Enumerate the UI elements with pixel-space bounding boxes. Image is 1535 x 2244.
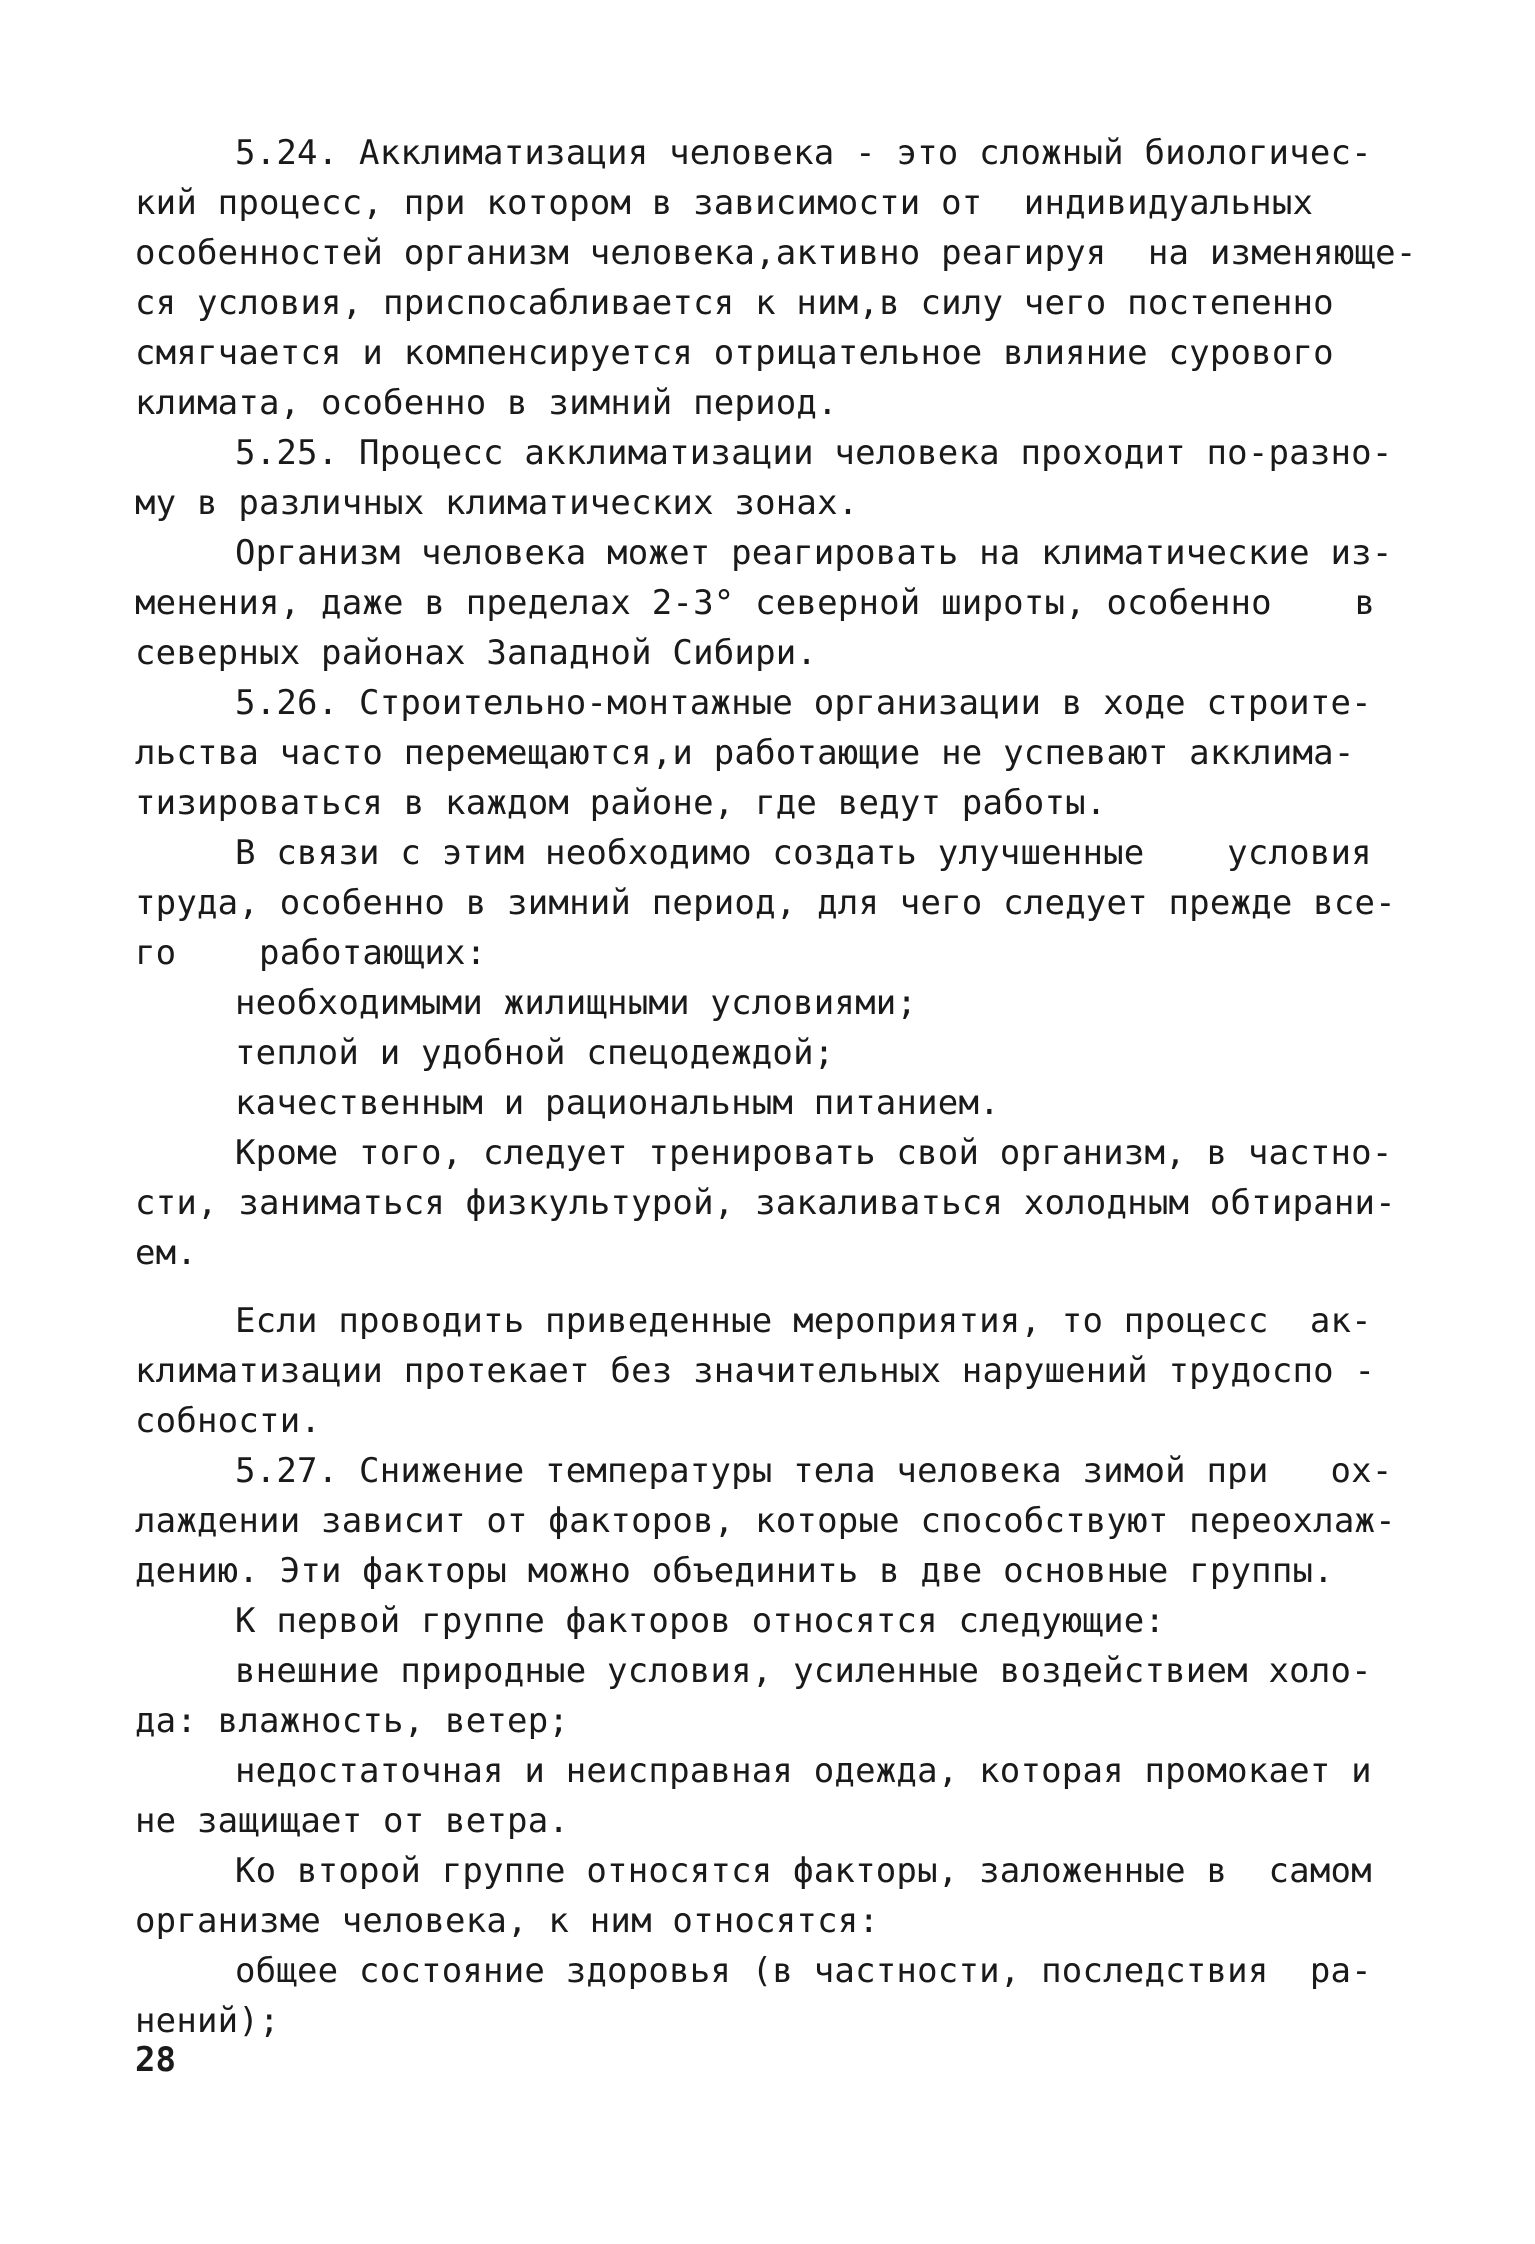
text-line: труда, особенно в зимний период, для чего следует прежде все- (135, 883, 1396, 923)
text-line: качественным и рациональным питанием. (235, 1083, 1000, 1123)
text-line: льства часто перемещаются,и работающие не успевают акклима- (135, 733, 1355, 773)
text-line: смягчается и компенсируется отрицательное влияние сурового (135, 333, 1334, 373)
text-line: дению. Эти факторы можно объединить в две основные группы. (135, 1551, 1334, 1591)
text-line: не защищает от ветра. (135, 1801, 570, 1841)
text-line: организме человека, к ним относятся: (135, 1901, 880, 1941)
text-line: Кроме того, следует тренировать свой организм, в частно- (235, 1133, 1393, 1173)
text-line: нений); (135, 2001, 280, 2041)
text-line: 5.24. Акклиматизация человека - это сложный биологичес- (235, 133, 1372, 173)
text-line: 5.27. Снижение температуры тела человека зимой при ох- (235, 1451, 1393, 1491)
text-line: северных районах Западной Сибири. (135, 633, 818, 673)
text-line: 5.26. Строительно-монтажные организации в ходе строите- (235, 683, 1372, 723)
text-line: теплой и удобной спецодеждой; (235, 1033, 835, 1073)
text-line: К первой группе факторов относятся следующие: (235, 1601, 1166, 1641)
text-line: му в различных климатических зонах. (135, 483, 859, 523)
text-line: тизироваться в каждом районе, где ведут работы. (135, 783, 1107, 823)
text-line: внешние природные условия, усиленные воздействием холо- (235, 1651, 1372, 1691)
text-line: Организм человека может реагировать на климатические из- (235, 533, 1393, 573)
text-line: сти, заниматься физкультурой, закаливаться холодным обтирани- (135, 1183, 1396, 1223)
text-line: недостаточная и неисправная одежда, которая промокает и (235, 1751, 1372, 1791)
text-line: ем. (135, 1233, 198, 1273)
text-line: климата, особенно в зимний период. (135, 383, 838, 423)
text-line: особенностей организм человека,активно реагируя на изменяюще- (135, 233, 1417, 273)
text-line: общее состояние здоровья (в частности, последствия ра- (235, 1951, 1372, 1991)
page-number: 28 (135, 2040, 176, 2080)
text-line: необходимыми жилищными условиями; (235, 983, 918, 1023)
text-line: го работающих: (135, 933, 487, 973)
text-line: собности. (135, 1401, 322, 1441)
text-line: да: влажность, ветер; (135, 1701, 570, 1741)
text-line: Если проводить приведенные мероприятия, то процесс ак- (235, 1301, 1372, 1341)
text-line: лаждении зависит от факторов, которые способствуют переохлаж- (135, 1501, 1396, 1541)
text-line: кий процесс, при котором в зависимости от индивидуальных (135, 183, 1314, 223)
text-line: 5.25. Процесс акклиматизации человека проходит по-разно- (235, 433, 1393, 473)
text-line: Ко второй группе относятся факторы, заложенные в самом (235, 1851, 1372, 1891)
body-text (135, 128, 1417, 2046)
text-line: В связи с этим необходимо создать улучшенные условия (235, 833, 1372, 873)
text-line: менения, даже в пределах 2-3° северной широты, особенно в (135, 583, 1376, 623)
text-line: ся условия, приспосабливается к ним,в силу чего постепенно (135, 283, 1334, 323)
text-line: климатизации протекает без значительных нарушений трудоспо - (135, 1351, 1376, 1391)
